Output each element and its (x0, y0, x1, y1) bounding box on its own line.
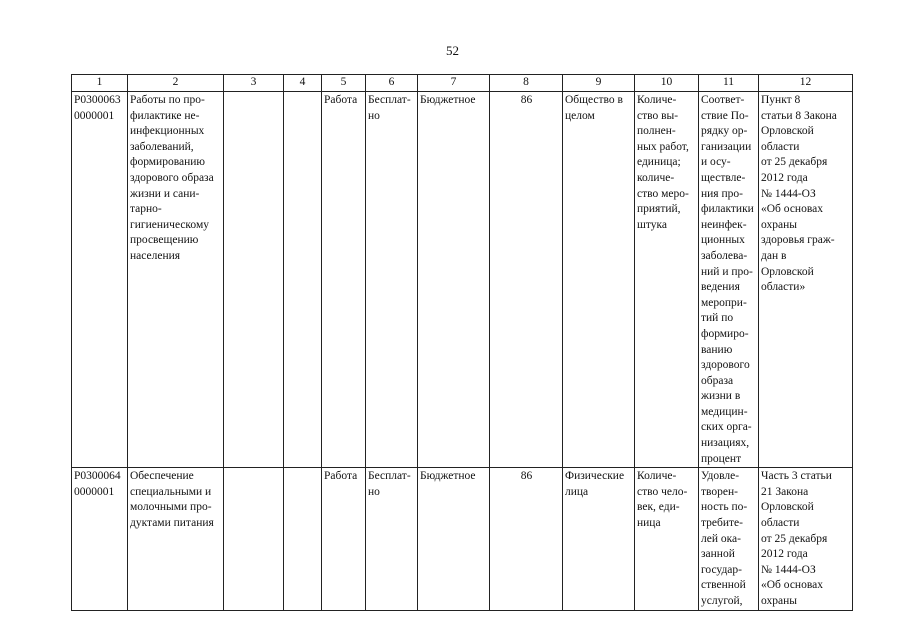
cell-text-line: «Об основах (761, 579, 823, 592)
cell-text-line: 2012 года (761, 171, 808, 184)
cell-text-line: но (368, 485, 380, 498)
cell-text-line: ганизации (701, 140, 752, 153)
cell-text-line: единица; (637, 156, 681, 169)
cell-text-line: заболеваний, (130, 140, 194, 153)
cell-text-line: ность по- (701, 501, 748, 514)
cell-text-line: ний и про- (701, 265, 753, 278)
cell-text-line: Физические (565, 470, 625, 483)
cell-text-line: от 25 декабря (761, 532, 828, 545)
cell-payment (366, 468, 418, 610)
cell-number (490, 468, 563, 610)
cell-basis (759, 92, 853, 468)
cell-text-line: филактике не- (130, 109, 200, 122)
cell-text-line: Работа (324, 94, 358, 106)
cell-consumers (563, 468, 635, 610)
cell-col4 (284, 468, 322, 610)
cell-text-line: 86 (520, 470, 533, 483)
services-table (71, 74, 853, 611)
cell-text-line: но (368, 109, 380, 122)
cell-text-line: 86 (520, 94, 533, 106)
cell-text-line: ванию (701, 343, 733, 356)
cell-text-line: области (761, 140, 800, 153)
cell-text-line: ществле- (701, 171, 746, 184)
cell-text-line: 0000001 (74, 485, 115, 498)
cell-text-line: ствие По- (701, 109, 749, 122)
cell-text-line: Орловской (761, 265, 814, 278)
header-row (72, 75, 853, 92)
table-row (72, 468, 853, 610)
cell-text-line: приятий, (637, 203, 681, 216)
cell-number (490, 92, 563, 468)
cell-text-line: Бюджетное (420, 94, 476, 106)
cell-text-line: молочными про- (130, 501, 212, 514)
cell-text-line: P0300063 (74, 94, 121, 106)
cell-text-line: формированию (130, 156, 205, 169)
cell-indicator (635, 468, 699, 610)
cell-text-line: ство вы- (637, 109, 679, 122)
cell-text-line: здорового (701, 359, 750, 372)
table-row (72, 92, 853, 468)
cell-text-line: ских орга- (701, 421, 752, 434)
cell-text-line: Часть 3 статьи (761, 470, 832, 483)
cell-text-line: № 1444-ОЗ (761, 563, 816, 576)
cell-code (72, 468, 128, 610)
cell-text-line: области» (761, 281, 806, 294)
cell-text-line: Орловской (761, 125, 814, 138)
cell-text-line: Общество в (565, 94, 623, 106)
header-cell: 9 (563, 75, 635, 92)
cell-text-line: Работа (324, 470, 358, 483)
cell-text-line: заболева- (701, 249, 748, 262)
cell-col3 (224, 92, 284, 468)
cell-text-line: филактики (701, 203, 754, 216)
cell-text-line: Соответ- (701, 94, 745, 106)
cell-payment (366, 92, 418, 468)
cell-text-line: полнен- (637, 125, 676, 138)
cell-text-line: Пункт 8 (761, 94, 801, 106)
cell-text-line: 0000001 (74, 109, 115, 122)
cell-basis (759, 468, 853, 610)
cell-text-line: творен- (701, 485, 738, 498)
cell-text-line: рядку ор- (701, 125, 748, 138)
cell-type (322, 92, 366, 468)
cell-text-line: Бесплат- (368, 470, 411, 483)
cell-text-line: ционных (701, 234, 745, 247)
header-cell: 5 (322, 75, 366, 92)
cell-text-line: дуктами питания (130, 517, 214, 530)
cell-col3 (224, 468, 284, 610)
cell-text-line: ния про- (701, 187, 743, 200)
cell-name (128, 92, 224, 468)
cell-text-line: требите- (701, 517, 743, 530)
cell-text-line: гигиеническому (130, 218, 209, 231)
header-cell: 3 (224, 75, 284, 92)
cell-text-line: целом (565, 109, 595, 122)
page-number: 52 (446, 43, 459, 58)
cell-text-line: здоровья граж- (761, 234, 835, 247)
cell-text-line: услугой, (701, 595, 743, 607)
cell-budget (418, 92, 490, 468)
cell-text-line: жизни в (701, 390, 741, 403)
cell-col4 (284, 92, 322, 468)
cell-text-line: Количе- (637, 94, 677, 106)
header-cell: 12 (759, 75, 853, 92)
cell-text-line: медицин- (701, 405, 748, 418)
cell-text-line: просвещению (130, 234, 199, 247)
header-cell: 10 (635, 75, 699, 92)
cell-text-line: № 1444-ОЗ (761, 187, 816, 200)
cell-text-line: охраны (761, 595, 797, 607)
cell-text-line: 21 Закона (761, 485, 809, 498)
cell-type (322, 468, 366, 610)
cell-text-line: и осу- (701, 156, 731, 169)
cell-name (128, 468, 224, 610)
cell-text-line: низациях, (701, 437, 750, 450)
cell-text-line: меропри- (701, 296, 747, 309)
cell-text-line: лица (565, 485, 589, 498)
cell-text-line: Обеспечение (130, 470, 194, 483)
header-cell: 4 (284, 75, 322, 92)
cell-text-line: формиро- (701, 327, 749, 340)
header-cell: 1 (72, 75, 128, 92)
cell-text-line: государ- (701, 563, 742, 576)
cell-text-line: инфекционных (130, 125, 205, 138)
cell-quality (699, 468, 759, 610)
cell-text-line: Бюджетное (420, 470, 476, 483)
header-cell: 6 (366, 75, 418, 92)
cell-text-line: тий по (701, 312, 734, 325)
cell-text-line: Количе- (637, 470, 677, 483)
cell-text-line: от 25 декабря (761, 156, 828, 169)
cell-text-line: населения (130, 249, 181, 262)
cell-code (72, 92, 128, 468)
cell-quality (699, 92, 759, 468)
cell-text-line: Бесплат- (368, 94, 411, 106)
cell-text-line: ведения (701, 281, 740, 294)
cell-text-line: век, еди- (637, 501, 680, 514)
cell-text-line: специальными и (130, 485, 212, 498)
cell-text-line: ница (637, 517, 661, 530)
header-cell: 7 (418, 75, 490, 92)
cell-text-line: неинфек- (701, 218, 747, 231)
cell-text-line: статьи 8 Закона (761, 109, 837, 122)
cell-text-line: охраны (761, 218, 797, 231)
cell-budget (418, 468, 490, 610)
header-cell: 11 (699, 75, 759, 92)
cell-text-line: ство чело- (637, 485, 688, 498)
header-cell: 2 (128, 75, 224, 92)
cell-text-line: здорового образа (130, 171, 214, 184)
cell-text-line: процент (701, 452, 742, 465)
cell-text-line: Удовле- (701, 470, 740, 483)
cell-text-line: занной (701, 548, 735, 561)
cell-indicator (635, 92, 699, 468)
header-cell: 8 (490, 75, 563, 92)
cell-text-line: области (761, 517, 800, 530)
cell-text-line: 2012 года (761, 548, 808, 561)
cell-text-line: лей ока- (701, 532, 741, 545)
cell-text-line: ственной (701, 579, 746, 592)
cell-text-line: тарно- (130, 203, 162, 216)
cell-text-line: ство меро- (637, 187, 689, 200)
cell-consumers (563, 92, 635, 468)
cell-text-line: образа (701, 374, 734, 387)
cell-text-line: «Об основах (761, 203, 823, 216)
cell-text-line: Орловской (761, 501, 814, 514)
cell-text-line: количе- (637, 171, 675, 184)
cell-text-line: штука (637, 218, 667, 231)
cell-text-line: дан в (761, 249, 787, 262)
cell-text-line: жизни и сани- (130, 187, 200, 200)
cell-text-line: ных работ, (637, 140, 689, 153)
cell-text-line: P0300064 (74, 470, 121, 483)
cell-text-line: Работы по про- (130, 94, 205, 106)
